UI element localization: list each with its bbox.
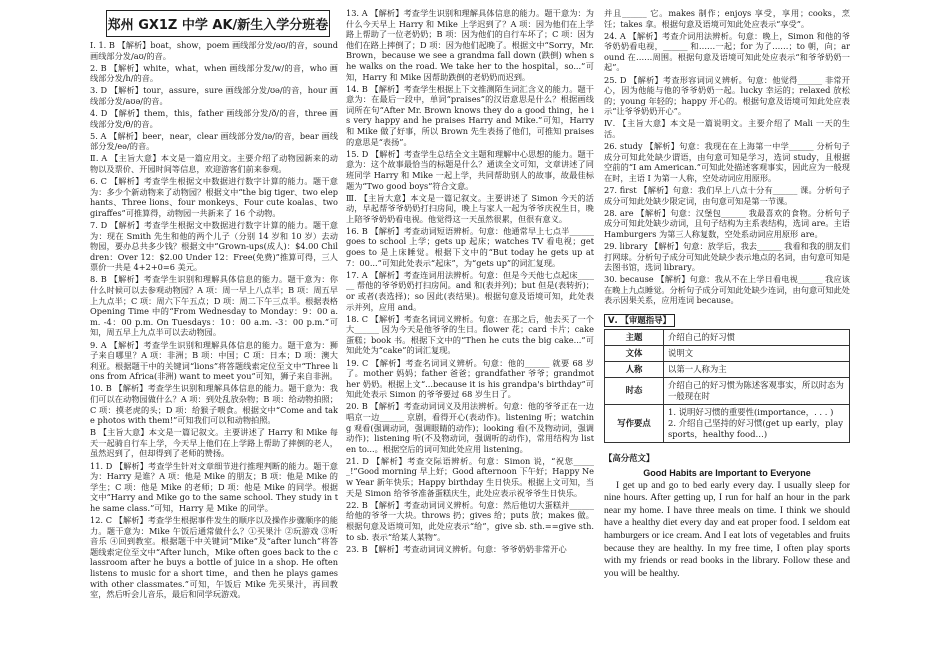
answer-paragraph: Ⅰ. 1. B 【解析】boat，show，poem 画线部分发/əʊ/的音，sound 画线部分发/aʊ/的音。 [90,40,338,61]
answer-paragraph: 5. A 【解析】beer，near，clear 画线部分发/ɪə/的音，bear 画线部分发/eə/的音。 [90,130,338,152]
column-left [90,8,338,601]
answer-paragraph: 15. D 【解析】考查学生总结全文主题和理解中心思想的能力。题干意为：这个故事最恰当的标题是什么？通读全文可知，文章讲述了同班同学 Harry 和 Mike 一起上学，共同帮助别人的故事，故最佳标题为“Two good boys”符合文意。 [346,148,594,191]
writing-guide-table [604,329,850,443]
writing-guide-header: Ⅴ. 【审题指导】 [604,314,675,327]
answer-paragraph: 并且______ 它。makes 制作；enjoys 享受，享用；cooks，烹饪；takes 拿。根据句意及语境可知此处应表示“享受”。 [604,8,850,29]
answer-paragraph: 22. B 【解析】考查动词词义辨析。句意：然后他切大蛋糕并______ 给他的爷爷一大块。throws 扔；gives 给；puts 放；makes 做。根据句意及语境可知，此处应表示“给”，give sb. sth.==give sth. to sb. 表示“给某人某物”。 [346,499,594,542]
table-row [605,404,850,442]
answer-paragraph: 30. because 【解析】句意：我从不在上学日看电视______ 我应该在晚上九点睡觉。分析句子成分可知此处缺少连词，由句意可知此处表示因果关系，应用连词 because。 [604,274,850,306]
table-value: 1. 说明好习惯的重要性(importance，. . . ) 2. 介绍自己坚持的好习惯(get up early，play sports，healthy food…) [664,404,850,442]
table-key: 时态 [605,377,664,404]
answer-paragraph: 9. A 【解析】考查学生识别和理解具体信息的能力。题干意为：狮子来自哪里？A 项：非洲；B 项：中国；C 项：日本；D 项：澳大利亚。根据题干中的关键词“lions”将答题线索定位至文中“Three lions from Africa(非洲) want to meet you”可知，狮子来自非洲。 [90,339,338,382]
answer-paragraph: 28. are 【解析】句意：汉堡包______ 我最喜欢的食物。分析句子成分可知此处缺少动词，且句子结构为主系表结构，选词 are。主语 Hamburgers 为第三人称复数，空处系动词应用原形 are。 [604,207,850,239]
answer-paragraph: 29. library 【解析】句意：放学后，我去______ 我看和我的朋友们打网球。分析句子成分可知此处缺少表示地点的名词，由句意可知是去图书馆，选词 library。 [604,240,850,273]
table-row [605,345,850,361]
table-row [605,377,850,404]
table-row [605,361,850,377]
essay-body: I get up and go to bed early every day. I usually sleep for nine hours. After getting up, I run for half an hour in the park near my home. I have three meals on time. I think we should have a healthy diet every day and eat proper food. I seldom eat hamburgers or ice cream. And I eat lots of vegetables and fruits because they are healthy. In my free time, I often play sports with my friends or read books in the library. Follow these and you will be healthy. [604,479,850,579]
answer-paragraph: 16. B 【解析】考查动词短语辨析。句意：他通常早上七点半______ goes to school 上学；gets up 起床；watches TV 看电视；get goes to 是上床睡觉。根据下文中的“But today he gets up at 7：00...”可知此处表示“起床”，为“gets up”的词汇复现。 [346,225,594,268]
column-middle [346,8,594,556]
table-key: 写作要点 [605,404,664,442]
answer-paragraph: B 【主旨大意】本文是一篇记叙文。主要讲述了 Harry 和 Mike 每天一起骑自行车上学，今天早上他们在上学路上帮助了摔倒的老人，虽然迟到了，但却得到了老师的赞扬。 [90,427,338,459]
column-right [604,8,850,580]
answer-paragraph: 13. A 【解析】考查学生识别和理解具体信息的能力。题干意为：为什么今天早上 Harry 和 Mike 上学迟到了？A 项：因为他们在上学路上帮助了一位老奶奶；B 项：因为他们的自行车坏了；C 项：因为他们在路上摔倒了；D 项：因为他们起晚了。根据文中“Sorry，Mr. Brown，because we see a grandma fall down (跌倒) when she walks on the road. We take her to the hospital，so...”可知，Harry 和 Mike 因帮助跌倒的老奶奶而迟到。 [346,8,594,82]
answer-paragraph: 17. A 【解析】考查连词用法辨析。句意：但是今天他七点起床______ 帮他的爷爷奶奶打扫房间。and 和(表并列)；but 但是(表转折)；or 或者(表选择)；so 因此(表结果)。根据句意及语境可知，此处表示并列，应用 and。 [346,269,594,312]
answer-paragraph: 10. B 【解析】考查学生识别和理解具体信息的能力。题干意为：我们可以在动物园做什么？A 项：到处乱放杂物；B 项：给动物拍照；C 项：摸老虎的头；D 项：给猴子喂食。根据文中“Come and take photos with them!”可知我们可以和动物拍照。 [90,383,338,426]
table-key: 主题 [605,329,664,345]
model-essay-header: 【高分范文】 [604,452,655,463]
table-value: 介绍自己的好习惯 [664,329,850,345]
essay-title: Good Habits are Important to Everyone [643,467,811,478]
table-key: 文体 [605,345,664,361]
answer-paragraph: 26. study 【解析】句意：我现在在上海第一中学______ 分析句子成分可知此处缺少谓语，由句意可知是学习，选词 study，且根据空前的“I am American.”可知此处描述客观事实，因此应为一般现在时，主语 I 为第一人称，空处动词应用原形。 [604,141,850,183]
answer-paragraph: 19. C 【解析】考查名词词义辨析。句意：他的______ 就要 68 岁了。mother 妈妈；father 爸爸；grandfather 爷爷；grandmother 奶奶。根据上文“...because it is his grandpa's birthday”可知此处表示 Simon 的爷爷要过 68 岁生日了。 [346,357,594,400]
answer-paragraph: 14. B 【解析】考查学生根据上下文推测陌生词汇含义的能力。题干意为：在最后一段中，单词“praises”的汉语意思是什么？根据画线词所在句“After Mr. Brown knows they do a good thing，he is very happy and he praises Harry and Mike.”可知，Harry 和 Mike 做了好事，所以 Brown 先生表扬了他们，可推知 praises 的意思是“表扬”。 [346,83,594,147]
answer-paragraph: 8. B 【解析】考查学生识别和理解具体信息的能力。题干意为：你什么时候可以去参观动物园？A 项：周一早上八点半；B 项：周五早上九点半；C 项：周六下午五点；D 项：周二下午三点半。根据表格 Opening Time 中的“From Wednesday to Monday：9：00 a.m. -4：00 p.m. On Tuesdays：10：00 a.m. -3：00 p.m.”可知，周五早上九点半可以去动物园。 [90,274,338,338]
answer-paragraph: 23. B 【解析】考查动词词义辨析。句意：爷爷奶奶非常开心 [346,543,567,554]
answer-paragraph: 7. D 【解析】考查学生根据文中数据进行数字计算的能力。题干意为：现在 Smith 先生和他的两个儿子（分别 14 岁和 10 岁）去动物园，要办总共多少钱？根据文中“Grown-ups(成人)：$4.00 Children：Over 12：$2.00 Under 12：Free(免费)”推算可得，三人票价一共是 4+2+0=6 美元。 [90,220,338,273]
answer-paragraph: 12. C 【解析】考查学生根据事件发生的顺序以及操作步骤顺序的能力。题干意为：Mike 午饭后通常做什么？①买果汁 ②玩游戏 ③听音乐 ④回到教室。根据题干中关键词“Mike”及“after lunch”将答题线索定位至文中“After lunch，Mike often goes back to the classroom after he buys a bottle of juice in a shop. He often listens to music for a short time，and then he plays games with other classmates.”可知，午饭后 Mike 先买果汁，再回教室，然后听会儿音乐，最后和同学玩游戏。 [90,515,338,600]
answer-paragraph: 3. D 【解析】tour，assure，sure 画线部分发/ʊə/的音，hour 画线部分发/aʊə/的音。 [90,85,338,106]
answer-paragraph: 21. D 【解析】考查交际语辨析。句意：Simon 说，“祝您______!”Good morning 早上好；Good afternoon 下午好；Happy New Year 新年快乐；Happy birthday 生日快乐。根据上文可知，当天是 Simon 给爷爷准备蛋糕庆生，此处应表示祝爷爷生日快乐。 [346,455,594,498]
page-title: 郑州 GX1Z 中学 AK/新生入学分班卷 [106,10,330,37]
answer-paragraph: 24. A 【解析】考查介词用法辨析。句意：晚上，Simon 和他的爷爷奶奶看电视，______ 和……一起；for 为了……；to 朝，向；around 在……周围。根据句意及语境可知此处应表示“和爷爷奶奶一起”。 [604,30,850,73]
answer-paragraph: Ⅲ. 【主旨大意】本文是一篇记叙文。主要讲述了 Simon 今天的活动，早起帮爷爷奶奶打扫房间，晚上与家人一起为爷爷庆祝生日，晚上陪爷爷奶奶看电视。他觉得这一天虽然很累，但很有意义。 [346,192,594,224]
table-value: 介绍自己的好习惯为陈述客观事实，所以时态为一般现在时 [664,377,850,404]
table-value: 以第一人称为主 [664,361,850,377]
answer-paragraph: 27. first 【解析】句意：我们早上八点十分有______ 课。分析句子成分可知此处缺少限定词，由句意可知是第一节课。 [604,185,850,206]
answer-paragraph: Ⅱ. A 【主旨大意】本文是一篇应用文。主要介绍了动物园新来的动物以及票价、开园时间等信息，欢迎游客们前来参观。 [90,153,338,175]
answer-paragraph: Ⅳ. 【主旨大意】本文是一篇说明文。主要介绍了 Mali 一天的生活。 [604,118,850,140]
answer-paragraph: 20. B 【解析】考查动词词义及用法辨析。句意：他的爷爷正在一边唱京一边______ 京剧，看得开心(表动作)。listening 听；watching 观看(强调动词，强调眼睛的动作)；looking 看(不及物动词，强调动作)；listening 听(不及物动词，强调听的动作)，常用结构为 listen to...。根据空后的词可知此处应用 listening。 [346,401,594,454]
answer-paragraph: 18. C 【解析】考查名词词义辨析。句意：在那之后，他去买了一个大______ 因为今天是他爷爷的生日。flower 花；card 卡片；cake 蛋糕；book 书。根据下文中的“Then he cuts the big cake...”可知此处为“cake”的词汇复现。 [346,313,594,356]
answer-paragraph: 25. D 【解析】考查形容词词义辨析。句意：他觉得______ 非常开心，因为他能与他的爷爷奶奶一起。lucky 幸运的；relaxed 放松的；young 年轻的；happy 开心的。根据句意及语境可知此处应表示“让爷爷奶奶开心”。 [604,74,850,117]
answer-paragraph: 2. B 【解析】white，what，when 画线部分发/w/的音，who 画线部分发/h/的音。 [90,62,338,84]
answer-paragraph: 11. D 【解析】考查学生针对文章细节进行推理判断的能力。题干意为：Harry 是谁？A 项：他是 Mike 的朋友；B 项：他是 Mike 的学生；C 项：他是 Mike 的老师；D 项：他是 Mike 的同学。根据文中“Harry and Mike go to the same school. They study in the same class.”可知，Harry 是 Mike 的同学。 [90,460,338,513]
table-key: 人称 [605,361,664,377]
answer-paragraph: 4. D 【解析】them，this，father 画线部分发/ð/的音，three 画线部分发/θ/的音。 [90,108,338,129]
table-value: 说明文 [664,345,850,361]
answer-paragraph: 6. C 【解析】考查学生根据文中数据进行数字计算的能力。题干意为：多少个新动物来了动物园？根据文中“the big tiger、two elephants、Three lions、four monkeys、Four cute koalas、two giraffes”可推算得，动物园一共新来了 16 个动物。 [90,176,338,218]
table-row [605,329,850,345]
